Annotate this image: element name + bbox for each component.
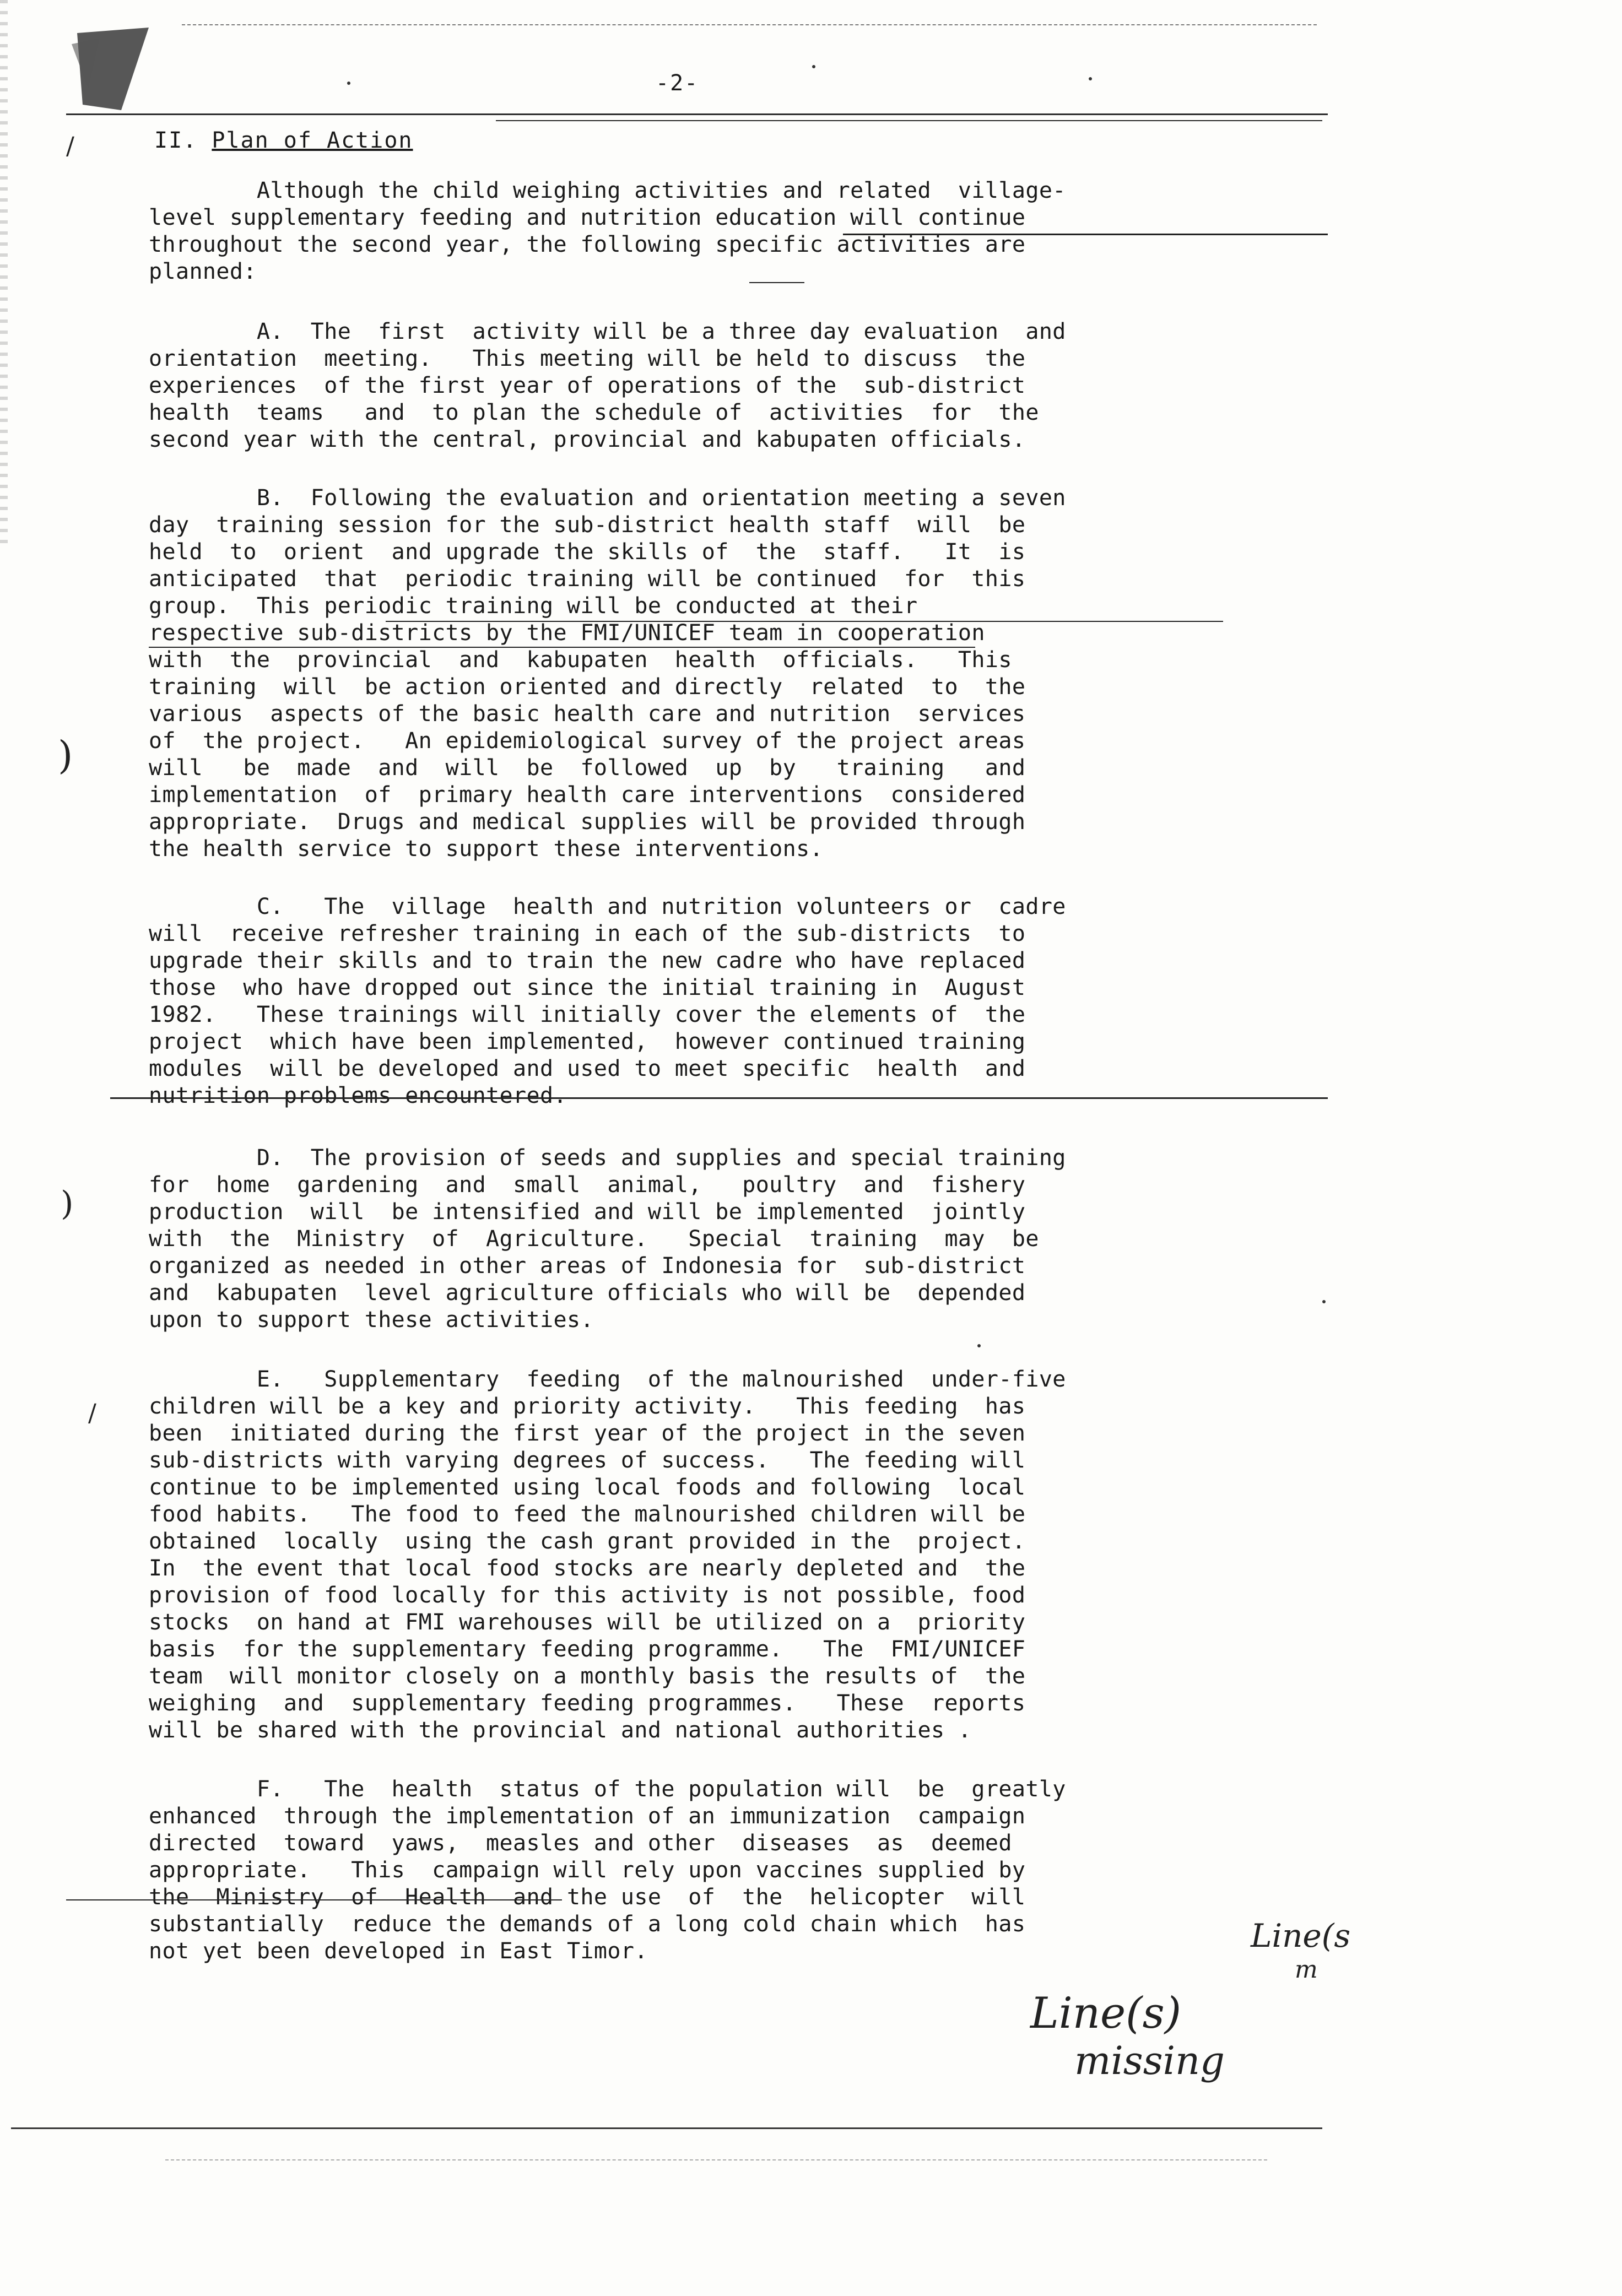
underline-periodic-training: [386, 621, 1223, 622]
margin-tick-mark-top: /: [66, 132, 74, 160]
paragraph-e: E. Supplementary feeding of the malnourished under-five children will be a key and priority activity. This feeding has been initiated during the first year of the project in the seven sub-districts with varying degrees of success. The feeding will continue to be implemented using local foods and following local food habits. The food to feed the malnourished children will be obtained locally using the cash grant provided in the project. In the event that local food stocks are nearly depleted and the provision of food locally for this activity is not possible, food stocks on hand at FMI warehouses will be utilized on a priority basis for the supplementary feeding programme. The FMI/UNICEF team will monitor closely on a monthly basis the results of the weighing and supplementary feeding programmes. These reports will be shared with the provincial and national authorities .: [149, 1367, 1066, 1743]
margin-tick-mark: /: [88, 1399, 96, 1427]
underline-nutrition-problems: [110, 1097, 1328, 1099]
handwritten-margin-note: Line(s: [1251, 1917, 1351, 1954]
paragraph-d: D. The provision of seeds and supplies and special training for home gardening and small animal, poultry and fishery production will be intensified and will be implemented jointly with the Ministry of Agriculture. Special training may be organized as needed in other areas of Indonesia for sub-district and kabupaten level agriculture officials who will be depended upon to support these activities.: [149, 1145, 1066, 1333]
scan-edge-artifact: [0, 0, 8, 551]
scan-speck: [977, 1344, 981, 1347]
paragraph-f: F. The health status of the population will be greatly enhanced through the implementation of an immunization campaign directed toward yaws, measles and other diseases as deemed appropriate. This campaign will rely upon vaccines supplied by the Ministry of Health and the use of the helicopter will substantially reduce the demands of a long cold chain which has not yet been developed in East Timor.: [149, 1777, 1066, 1964]
underline-intro: [843, 234, 1328, 235]
scan-speck: [1322, 1300, 1326, 1303]
strike-ministry: [66, 1899, 562, 1900]
top-rule: [66, 113, 1328, 115]
paragraph-c: C. The village health and nutrition volunteers or cadre will receive refresher training in each of the sub-districts to upgrade their skills and to train the new cadre who have replaced those who have dropped out since the initial training in August 1982. These trainings will initially cover the elements of the project which have been implemented, however continued training modules will be developed and used to meet specific health and nutrition problems encountered.: [149, 894, 1066, 1108]
section-heading: [154, 128, 413, 153]
paragraph-intro: Although the child weighing activities and related village- level supplementary feeding and nutrition education will continue throughout the second year, the following specific activities are planned:: [149, 178, 1066, 284]
underline-short-mark: [749, 282, 804, 283]
paragraph-a: A. The first activity will be a three day evaluation and orientation meeting. This meeting will be held to discuss the experiences of the first year of operations of the sub-district health teams and to plan the schedule of activities for the second year with the central, provincial and kabupaten officials.: [149, 319, 1066, 452]
bottom-dashed-rule: [165, 2159, 1267, 2160]
handwritten-margin-note-sub: m: [1295, 1956, 1318, 1984]
underline-respective: [149, 647, 975, 648]
handwritten-note-line1: Line(s): [1030, 1989, 1182, 2038]
corner-smudge-mark: [66, 22, 154, 116]
scan-speck: [347, 82, 350, 85]
section-numeral: II.: [154, 128, 198, 153]
scan-speck: [1089, 77, 1092, 80]
top-rule-secondary: [496, 120, 1322, 121]
handwritten-note-line2: missing: [1074, 2038, 1225, 2083]
margin-bracket-mark: ): [58, 733, 73, 778]
margin-bracket-mark-2: ): [61, 1184, 74, 1223]
page-number: -2-: [656, 71, 699, 96]
bottom-rule: [11, 2127, 1322, 2129]
top-dashed-rule: [182, 24, 1317, 25]
scan-speck: [812, 65, 815, 68]
section-title: Plan of Action: [212, 128, 413, 153]
paragraph-b: B. Following the evaluation and orientation meeting a seven day training session for the sub-district health staff will be held to orient and upgrade the skills of the staff. It is anticipated that periodic training will be continued for this group. This periodic training will be conducted at their respective sub-districts by the FMI/UNICEF team in cooperation with the provincial and kabupaten health officials. This training will be action oriented and directly related to the various aspects of the basic health care and nutrition services of the project. An epidemiological survey of the project areas will be made and will be followed up by training and implementation of primary health care interventions considered appropriate. Drugs and medical supplies will be provided through the health service to support these interventions.: [149, 485, 1066, 862]
